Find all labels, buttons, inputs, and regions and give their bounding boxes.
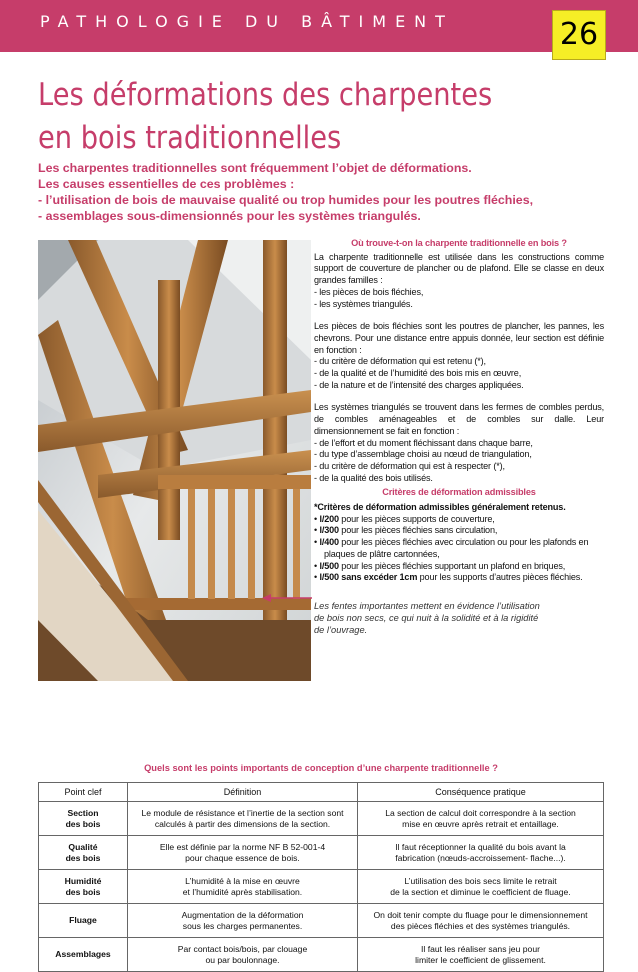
intro-line: - assemblages sous-dimensionnés pour les systèmes triangulés. [38,209,421,223]
left-arrow-icon [262,593,312,603]
list-item: - de la qualité des bois utilisés. [314,472,433,483]
column-header: Définition [128,783,358,802]
criteria-value: l/300 [319,525,339,536]
header-band [0,0,638,52]
page-number-badge: 26 [552,10,606,60]
caption-line: de l’ouvrage. [314,625,368,635]
criteria-text: pour les supports d’autres pièces fléchies. [417,572,583,583]
photo-caption [314,600,594,636]
intro-line: - l’utilisation de bois de mauvaise qualité ou trop humides pour les poutres fléchies, [38,193,534,207]
row-definition: Le module de résistance et l’inertie de la section sont calculés à partir des dimensions de la section. [128,802,358,836]
row-definition: Elle est définie par la norme NF B 52-001-4 pour chaque essence de bois. [128,836,358,870]
section-heading: Critères de déformation admissibles [382,487,536,498]
criteria-text: pour les pièces fléchies sans circulation, [338,525,498,536]
list-item: - de l’effort et du moment fléchissant dans chaque barre, [314,437,533,448]
title-line-2: en bois traditionnelles [38,120,342,156]
list-item: - du critère de déformation qui est retenu (*), [314,356,486,367]
criteria-item [314,537,604,560]
bullet: • [314,537,318,548]
row-consequence: La section de calcul doit correspondre à la section mise en œuvre après retrait et entaillage. [358,802,604,836]
table-heading: Quels sont les points importants de conception d’une charpente traditionnelle ? [144,763,498,773]
list-item: - du type d’assemblage choisi au nœud de triangulation, [314,449,532,460]
row-key: Qualité des bois [39,836,128,870]
intro-line: Les causes essentielles de ces problèmes : [38,177,295,191]
row-key: Fluage [39,904,128,938]
intro-line: Les charpentes traditionnelles sont fréquemment l’objet de déformations. [38,161,472,175]
table-header-row [39,783,604,802]
paragraph: Les pièces de bois fléchies sont les poutres de plancher, les pannes, les chevrons. Pour une distance entre appuis donnée, leur section est définie en fonction : [314,321,604,355]
criteria-text: pour les pièces fléchies supportant un plafond en briques, [338,560,566,571]
row-definition: Augmentation de la déformation sous les charges permanentes. [128,904,358,938]
intro-text [38,160,608,224]
table-row [39,904,604,938]
row-definition: Par contact bois/bois, par clouage ou par boulonnage. [128,938,358,972]
table-row [39,836,604,870]
list-item: - de la qualité et de l’humidité des bois mis en œuvre, [314,368,522,379]
column-header: Point clef [39,783,128,802]
roof-structure-photo [38,240,311,681]
list-item: - les pièces de bois fléchies, [314,286,424,297]
criteria-item [314,525,604,537]
table-row [39,938,604,972]
list-item: - les systèmes triangulés. [314,298,413,309]
caption-line: de bois non secs, ce qui nuit à la solidité et à la rigidité [314,613,539,623]
criteria-text: pour les pièces fléchies avec circulation ou pour les plafonds en plaques de plâtre cartonnées, [324,537,589,559]
row-key: Section des bois [39,802,128,836]
paragraph: Les systèmes triangulés se trouvent dans les fermes de combles perdus, de combles aménageables et de combles sur dalle. Leur dimensionnement se fait en fonction : [314,402,604,436]
design-points-table [38,782,604,972]
table-row [39,870,604,904]
table-row [39,802,604,836]
section-title: PATHOLOGIE DU BÂTIMENT [40,12,454,31]
list-item: - du critère de déformation qui est à respecter (*), [314,460,505,471]
criteria-item [314,561,604,573]
row-consequence: On doit tenir compte du fluage pour le dimensionnement des pièces fléchies et des systèmes triangulés. [358,904,604,938]
text-column [314,238,604,584]
criteria-item [314,572,604,584]
row-consequence: Il faut les réaliser sans jeu pour limiter le coefficient de glissement. [358,938,604,972]
row-key: Assemblages [39,938,128,972]
bullet: • [314,513,318,524]
bullet: • [314,525,318,536]
column-header: Conséquence pratique [358,783,604,802]
title-line-1: Les déformations des charpentes [38,77,493,113]
bullet: • [314,572,318,583]
row-consequence: L’utilisation des bois secs limite le retrait de la section et diminue le coefficient de fluage. [358,870,604,904]
paragraph: La charpente traditionnelle est utilisée dans les constructions comme support de couverture de plancher ou de plafond. Elle se classe en deux grandes familles : [314,251,604,286]
list-item: - de la nature et de l’intensité des charges appliquées. [314,379,524,390]
row-consequence: Il faut réceptionner la qualité du bois avant la fabrication (nœuds-accroissement- flache...). [358,836,604,870]
criteria-text: pour les pièces supports de couverture, [338,513,495,524]
criteria-value: l/500 [319,560,339,571]
criteria-lead: *Critères de déformation admissibles généralement retenus. [314,502,566,513]
page-title [38,74,531,160]
criteria-item [314,514,604,526]
caption-line: Les fentes importantes mettent en évidence l’utilisation [314,601,540,611]
section-heading: Où trouve-t-on la charpente traditionnelle en bois ? [351,238,567,248]
bullet: • [314,560,318,571]
row-definition: L’humidité à la mise en œuvre et l’humidité après stabilisation. [128,870,358,904]
criteria-value: l/500 sans excéder 1cm [319,572,418,583]
row-key: Humidité des bois [39,870,128,904]
criteria-value: l/400 [319,537,339,548]
criteria-value: l/200 [319,513,339,524]
